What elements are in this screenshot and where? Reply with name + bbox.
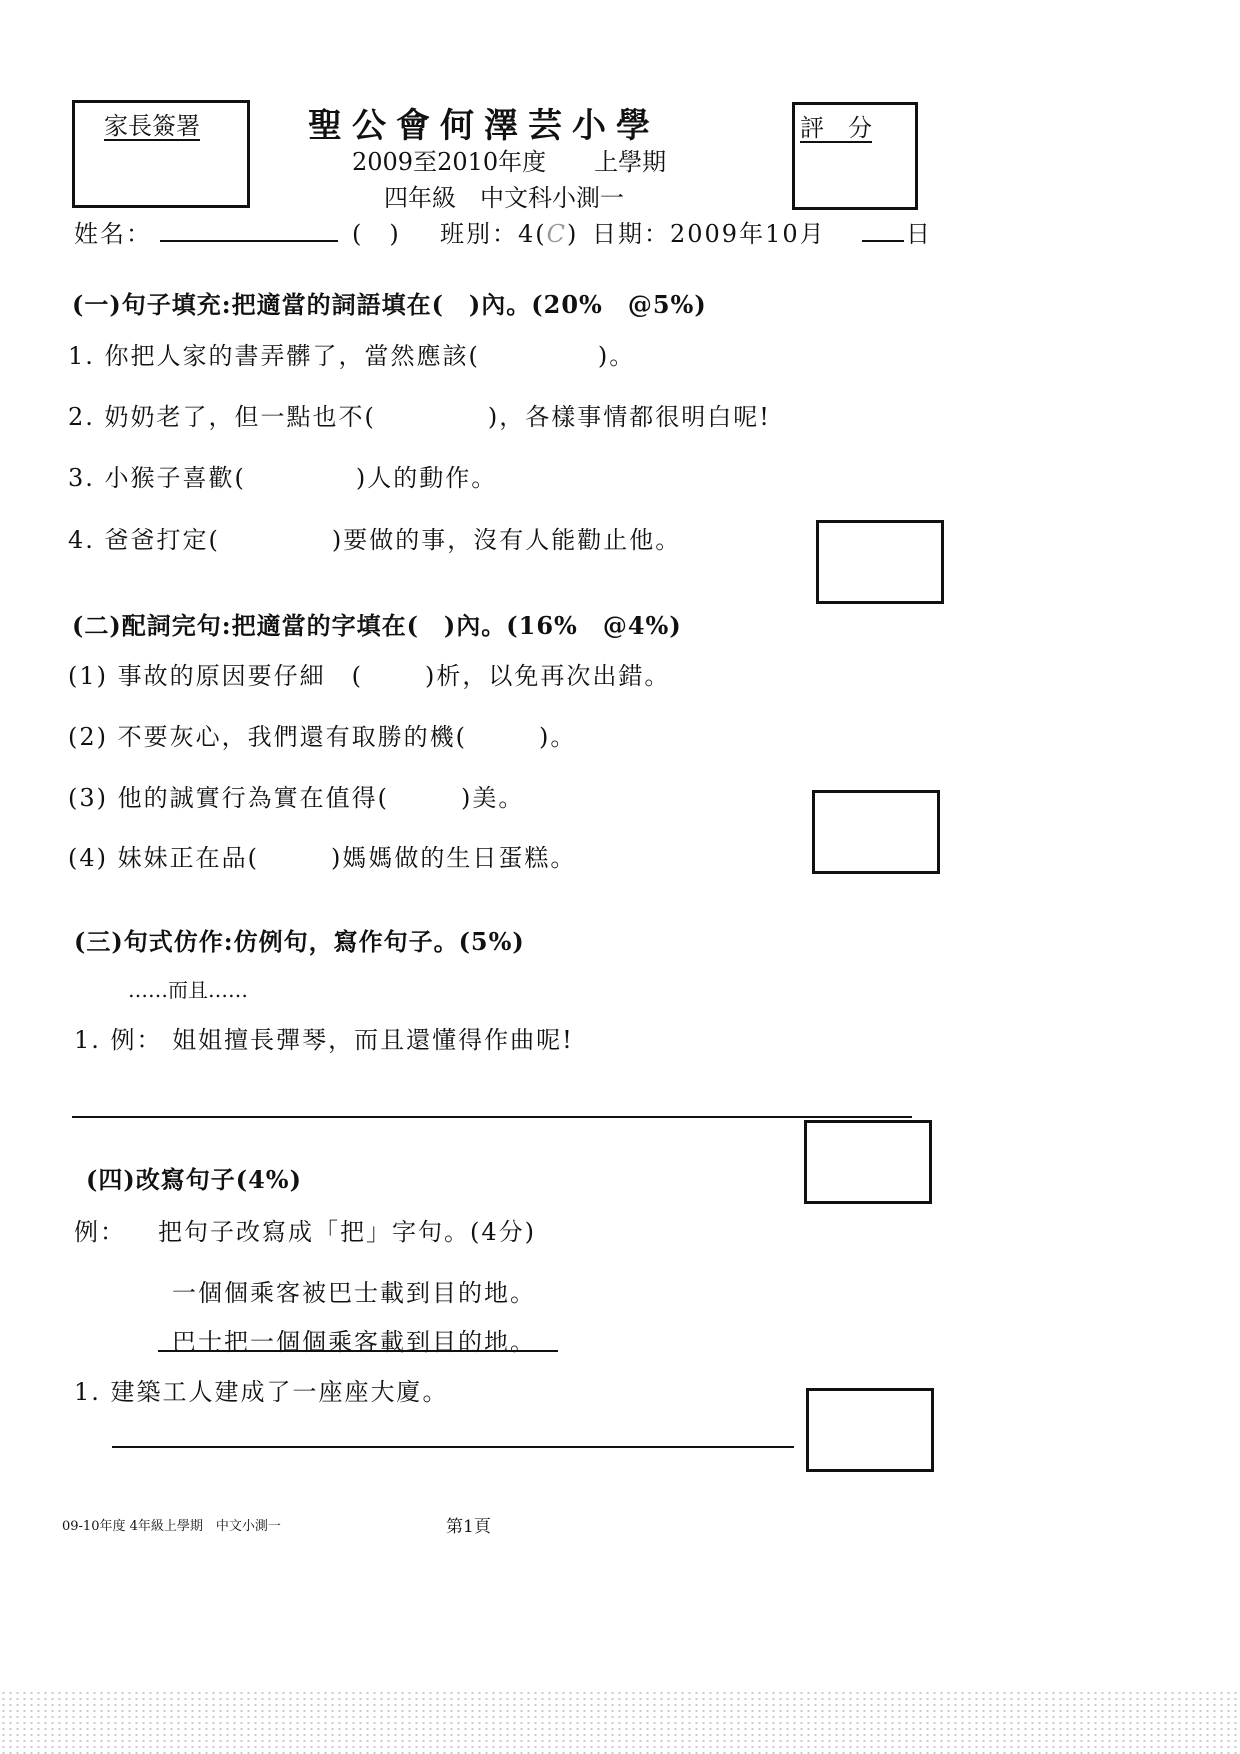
- section4-title: (四)改寫句子(4%): [86, 1165, 302, 1194]
- s4-original-sentence: 一個個乘客被巴士載到目的地。: [172, 1279, 536, 1307]
- question-text-after: )要做的事，沒有人能勸止他。: [331, 526, 682, 554]
- example-label: 例：: [110, 1026, 163, 1054]
- question-text-before: 事故的原因要仔細 (: [117, 662, 364, 690]
- question-text-after: )人的動作。: [355, 464, 498, 492]
- s4-example-underline: [158, 1350, 558, 1352]
- question-text-after: )析，以免再次出錯。: [425, 662, 671, 690]
- section1-score-box[interactable]: [816, 520, 944, 604]
- question-number: (3): [68, 784, 108, 812]
- question-text-before: 不要灰心，我們還有取勝的機(: [117, 723, 468, 751]
- question-number: (2): [68, 723, 108, 751]
- academic-year: 2009至2010年度 上學期: [352, 148, 667, 176]
- s2-question-3: [68, 778, 524, 813]
- section4-score-box[interactable]: [806, 1388, 934, 1472]
- question-text-after: )。: [597, 342, 636, 370]
- question-text-before: 爸爸打定(: [104, 526, 220, 554]
- s1-question-4: [68, 520, 681, 555]
- question-text: 建築工人建成了一座座大廈。: [110, 1378, 449, 1406]
- question-number: 1.: [68, 342, 95, 370]
- section3-title: (三)句式仿作:仿例句，寫作句子。(5%): [74, 927, 525, 956]
- question-text-before: 你把人家的書弄髒了，當然應該(: [104, 342, 480, 370]
- question-text-before: 小猴子喜歡(: [104, 464, 246, 492]
- day-suffix: 日: [906, 220, 932, 248]
- footer-test-info: 09-10年度 4年級上學期 中文小測一: [62, 1519, 281, 1534]
- scan-noise: [0, 1690, 1240, 1754]
- question-number: 1.: [74, 1378, 101, 1406]
- section1-title: (一)句子填充:把適當的詞語填在( )內。(20% @5%): [72, 290, 707, 319]
- question-text-before: 奶奶老了，但一點也不(: [104, 403, 376, 431]
- question-text-after: )，各樣事情都很明白呢!: [487, 403, 771, 431]
- class-label-text: 班別：4(: [440, 220, 547, 248]
- s1-question-1: [68, 336, 635, 371]
- page-number: 第1頁: [446, 1517, 491, 1537]
- parent-signature-label: 家長簽署: [104, 112, 200, 140]
- question-text-before: 妹妹正在品(: [117, 844, 260, 872]
- question-number: 2.: [68, 403, 95, 431]
- s2-question-2: [68, 717, 576, 752]
- s1-question-3: [68, 458, 497, 493]
- s1-question-2: [68, 397, 771, 432]
- class-label: [440, 214, 578, 249]
- name-label: 姓名：: [74, 220, 152, 248]
- question-text-after: )媽媽做的生日蛋糕。: [331, 844, 577, 872]
- question-number: 4.: [68, 526, 95, 554]
- s2-question-4: [68, 838, 576, 873]
- date-label: 日期：2009年10月: [592, 220, 826, 248]
- school-name: 聖公會何澤芸小學: [308, 106, 660, 146]
- question-number: 1.: [74, 1026, 101, 1054]
- section2-score-box[interactable]: [812, 790, 940, 874]
- test-name: 四年級 中文科小測一: [384, 184, 624, 212]
- question-text-before: 他的誠實行為實在值得(: [117, 784, 390, 812]
- section2-title: (二)配詞完句:把適當的字填在( )內。(16% @4%): [72, 611, 682, 640]
- s4-example-label: 例：: [74, 1218, 126, 1246]
- s3-example: [74, 1020, 574, 1055]
- name-field[interactable]: [160, 240, 338, 242]
- s4-answer-line[interactable]: [112, 1446, 794, 1448]
- sentence-pattern: ……而且……: [128, 978, 248, 1002]
- question-number: (1): [68, 662, 108, 690]
- class-number-parens: ( ): [352, 220, 401, 248]
- s4-rewritten-sentence: 巴士把一個個乘客載到目的地。: [172, 1328, 536, 1356]
- class-close: ): [567, 220, 579, 248]
- example-text: 姐姐擅長彈琴，而且還懂得作曲呢!: [172, 1026, 574, 1054]
- question-text-after: )美。: [461, 784, 525, 812]
- question-number: 3.: [68, 464, 95, 492]
- score-label: 評 分: [800, 114, 872, 142]
- s3-answer-line[interactable]: [72, 1116, 912, 1118]
- s4-instruction: 把句子改寫成「把」字句。(4分): [158, 1218, 536, 1246]
- s4-question-1: [74, 1372, 449, 1407]
- question-text-after: )。: [539, 723, 577, 751]
- s2-question-1: [68, 656, 670, 691]
- class-value: C: [546, 220, 568, 248]
- section3-score-box[interactable]: [804, 1120, 932, 1204]
- day-field[interactable]: [862, 240, 904, 242]
- question-number: (4): [68, 844, 108, 872]
